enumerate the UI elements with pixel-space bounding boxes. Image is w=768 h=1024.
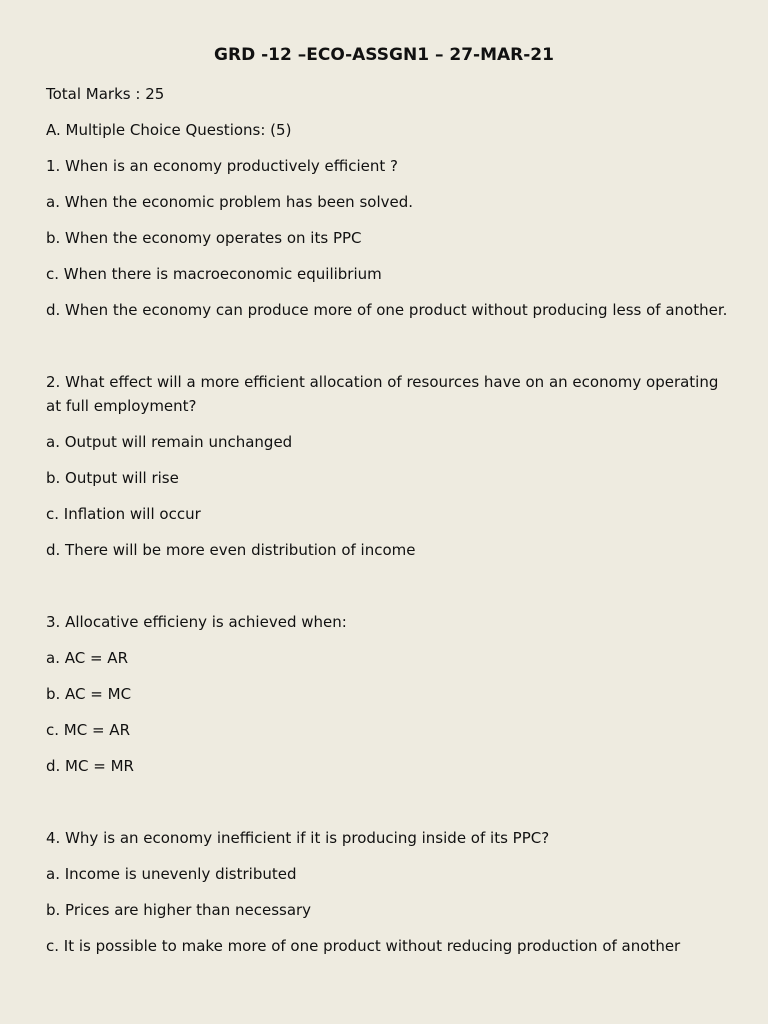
question-2-option-d: d. There will be more even distribution of income (46, 541, 416, 559)
question-2-option-b: b. Output will rise (46, 469, 179, 487)
question-3: 3. Allocative efficieny is achieved when: (46, 613, 347, 631)
question-1: 1. When is an economy productively efficient ? (46, 157, 399, 175)
question-3-option-c: c. MC = AR (46, 721, 130, 739)
question-4-option-b: b. Prices are higher than necessary (46, 901, 312, 919)
section-heading: A. Multiple Choice Questions: (5) (46, 121, 292, 139)
question-1-option-a: a. When the economic problem has been solved. (46, 193, 414, 211)
question-1-option-c: c. When there is macroeconomic equilibrium (46, 265, 382, 283)
question-2: 2. What effect will a more efficient allocation of resources have on an economy operating at full employment? (46, 373, 719, 415)
question-4: 4. Why is an economy inefficient if it is producing inside of its PPC? (46, 829, 550, 847)
question-3-option-d: d. MC = MR (46, 757, 134, 775)
question-3-option-b: b. AC = MC (46, 685, 132, 703)
question-4-option-a: a. Income is unevenly distributed (46, 865, 297, 883)
question-1-option-b: b. When the economy operates on its PPC (46, 229, 362, 247)
question-2-option-c: c. Inflation will occur (46, 505, 201, 523)
question-3-option-a: a. AC = AR (46, 649, 128, 667)
document-title: GRD -12 –ECO-ASSGN1 – 27-MAR-21 (214, 45, 554, 65)
total-marks: Total Marks : 25 (46, 85, 165, 103)
question-2-option-a: a. Output will remain unchanged (46, 433, 293, 451)
question-1-option-d: d. When the economy can produce more of one product without producing less of another. (46, 301, 728, 319)
question-4-option-c: c. It is possible to make more of one product without reducing production of another (46, 937, 681, 955)
